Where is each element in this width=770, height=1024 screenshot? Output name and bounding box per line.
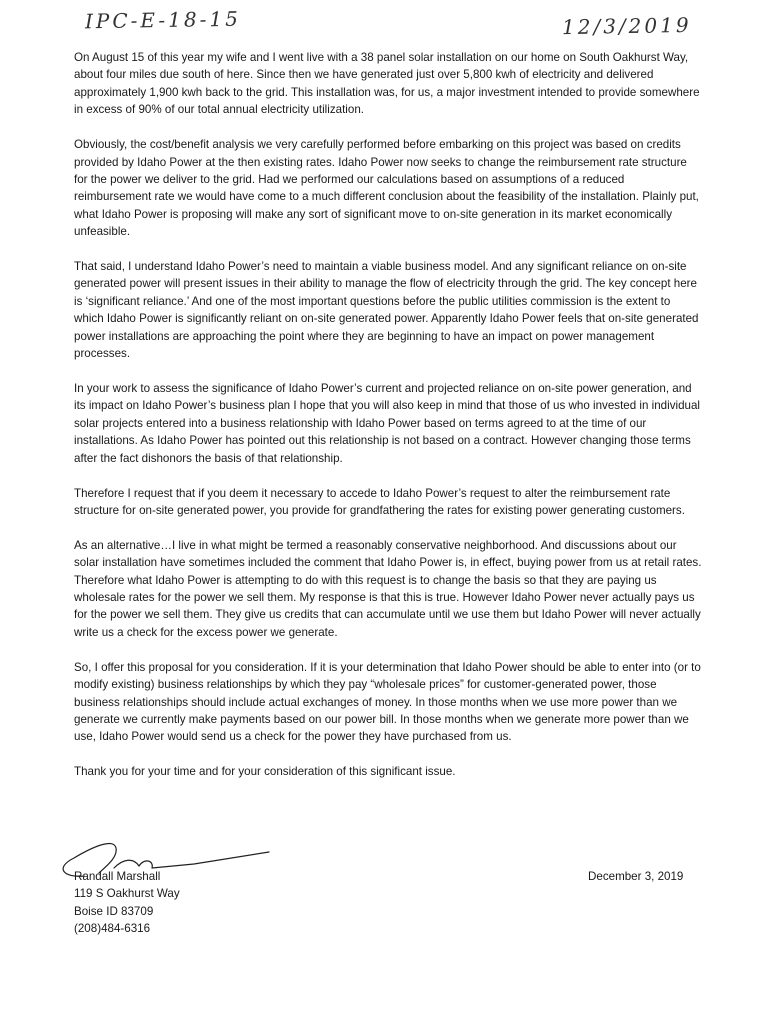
paragraph-3: That said, I understand Idaho Power’s need to maintain a viable business model. And any significant reliance on on-site generated power will present issues in their ability to manage the flow of electricity through the grid. The key concept here is ‘significant reliance.’ And one of the most important questions before the public utilities commission is the extent to which Idaho Power is significantly reliant on on-site generated power. Apparently Idaho Power feels that on-site generated power installations are approaching the point where they are beginning to have an impact on power management processes. bbox=[74, 260, 699, 361]
signer-street: 119 S Oakhurst Way bbox=[74, 887, 180, 901]
signer-name: Randall Marshall bbox=[74, 870, 161, 883]
handwritten-reference: IPC-E-18-15 bbox=[84, 6, 242, 34]
handwritten-date: 12/3/2019 bbox=[561, 12, 692, 40]
signer-city: Boise ID 83709 bbox=[74, 904, 154, 918]
paragraph-2: Obviously, the cost/benefit analysis we very carefully performed before embarking on this project was based on credits provided by Idaho Power at the then existing rates. Idaho Power now seeks to change the reimbursement rate structure for the power we deliver to the grid. Had we performed our calculations based on assumptions of a reduced reimbursement rate we would have come to a much different conclusion about the feasibility of the installation. Plainly put, what Idaho Power is proposing will make any sort of significant move to on-site generation in its market economically unfeasible. bbox=[74, 138, 699, 239]
paragraph-4: In your work to assess the significance of Idaho Power’s current and projected reliance on on-site power generation, and its impact on Idaho Power’s business plan I hope that you will also keep in mind that those of us who invested in individual solar projects entered into a business relationship with Idaho Power based on terms agreed to at the time of our installations. As Idaho Power has pointed out this relationship is not based on a contract. However changing those terms after the fact dishonors the basis of that relationship. bbox=[74, 382, 701, 465]
signature-block bbox=[74, 868, 180, 938]
paragraph-5: Therefore I request that if you deem it necessary to accede to Idaho Power’s request to alter the reimbursement rate structure for on-site generated power, you provide for grandfathering the rates for existing power generating customers. bbox=[74, 486, 685, 517]
paragraph-7: So, I offer this proposal for you consideration. If it is your determination that Idaho Power should be able to enter into (or to modify existing) business relationships by which they pay “wholesale prices” for customer-generated power, those business relationships should include actual exchanges of money. In those months when we use more power than we generate we currently make payments based on our power bill. In those months when we generate more power than we use, Idaho Power would send us a check for the power they have purchased from us. bbox=[74, 660, 701, 744]
closing-line: Thank you for your time and for your consideration of this significant issue. bbox=[74, 765, 456, 779]
signer-phone: (208)484-6316 bbox=[74, 922, 151, 936]
paragraph-6: As an alternative…I live in what might be termed a reasonably conservative neighborhood. And discussions about our solar installation have sometimes included the comment that Idaho Power is, in effect, buying power from us at retail rates. Therefore what Idaho Power is attempting to do with this request is to change the basis so that they are paying us wholesale rates for the power we sell them. My response is that this is true. However Idaho Power never actually pays us for the power we sell them. They give us credits that can accumulate until we use them but Idaho Power will never actually write us a check for the excess power we generate. bbox=[74, 538, 702, 639]
letter-body bbox=[74, 49, 702, 798]
paragraph-1: On August 15 of this year my wife and I went live with a 38 panel solar installation on our home on South Oakhurst Way, about four miles due south of here. Since then we have generated just over 5,800 kwh of electricity and delivered approximately 1,900 kwh back to the grid. This installation was, for us, a major investment intended to provide somewhere in excess of 90% of our total annual electricity utilization. bbox=[74, 51, 700, 117]
letter-date: December 3, 2019 bbox=[588, 870, 684, 883]
